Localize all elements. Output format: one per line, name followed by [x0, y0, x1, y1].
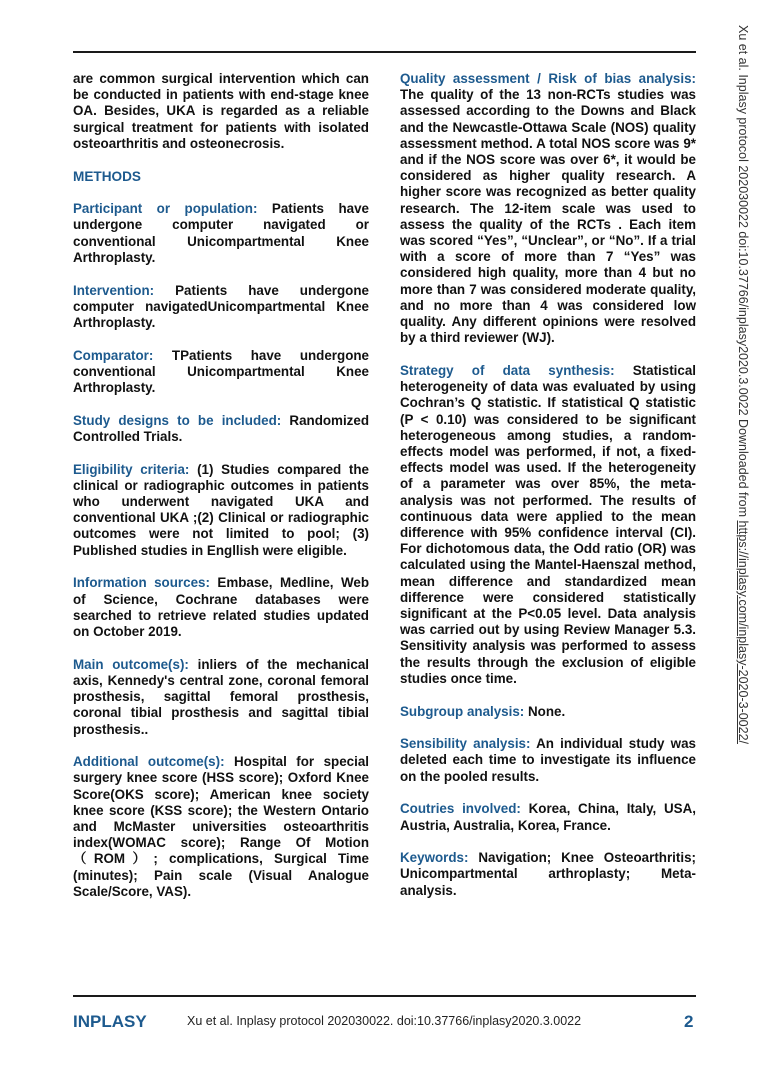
section-label: Study designs to be included: [73, 412, 282, 428]
section-text: Navigation; Knee Osteoarthritis; Unicompartmental arthroplasty; Meta-analysis. [400, 850, 696, 898]
section-text: An individual study was deleted each time to investigate its influence on the pooled results. [400, 736, 696, 784]
section-text: Statistical heterogeneity of data was evaluated by using Cochran’s Q statistic. If statistical Q statistic (P < 0.10) was considered to be significant heterogeneous among studies, a random-effects model was performed, if not, a fixed-effects model was used. If the heterogeneity of a parameter was over 85%, the meta-analysis was not performed. The results of continuous data were applied to the mean difference with 95% confidence interval (CI). For dichotomous data, the Odd ratio (OR) was calculated using the Mantel-Haenszal method, mean difference and standardized mean difference were considered statistically significant at the P<0.05 level. Data analysis was carried out by using Review Manager 5.3. Sensitivity analysis was performed to assess the results through the exclusion of eligible studies once time. [400, 362, 696, 686]
section-label: Eligibility criteria: [73, 461, 190, 477]
section-main-outcomes [73, 657, 369, 738]
section-comparator [73, 348, 369, 397]
section-data-synthesis [400, 363, 696, 687]
left-column [73, 71, 369, 917]
section-text: inliers of the mechanical axis, Kennedy's central zone, coronal femoral prosthesis, sagittal femoral prosthesis, coronal tibial prosthesis and sagittal tibial prosthesis.. [73, 656, 369, 737]
section-label: Subgroup analysis: [400, 703, 525, 719]
page-number: 2 [684, 1012, 694, 1031]
section-text: Korea, China, Italy, USA, Austria, Australia, Korea, France. [400, 801, 696, 833]
section-quality-assessment [400, 71, 696, 346]
methods-heading: METHODS [73, 168, 141, 184]
section-text: Patients have undergone computer navigated or conventional Unicompartmental Knee Arthroplasty. [73, 201, 369, 265]
section-text: (1) Studies compared the clinical or radiographic outcomes in patients who underwent navigated UKA and conventional UKA ;(2) Clinical or radiographic outcomes were not limited to pool; (3) Published studies in Engllish were eligible. [73, 461, 369, 558]
intro-paragraph: are common surgical intervention which can be conducted in patients with end-stage knee OA. Besides, UKA is regarded as a reliable surgical treatment for patients with isolated osteoarthritis and osteonecrosis. [73, 71, 369, 151]
section-text: None. [524, 703, 566, 719]
header-rule [73, 51, 696, 53]
section-eligibility [73, 462, 369, 559]
inplasy-download-link[interactable]: https://inplasy.com/inplasy-2020-3-0022/ [736, 520, 750, 744]
section-text: Patients have undergone computer navigatedUnicompartmental Knee Arthroplasty. [73, 282, 369, 330]
section-text: The quality of the 13 non-RCTs studies was assessed according to the Downs and Black and the Newcastle-Ottawa Scale (NOS) quality assessment method. A total NOS score was 9* and if the NOS score was over 6*, it would be considered as higher quality research. A higher score was recognized as better quality research. The 12-item scale was used to assess the quality of the RCTs . Each item was scored “Yes”, “Unclear”, or “No”. If a trial with a score of more than 7 “Yes” was considered high quality, more than 4 but no more than 7 was considered moderate quality, and no more than 4 was considered low quality. Any different opinions were resolved by a third reviewer (WJ). [400, 87, 696, 346]
right-column [400, 71, 696, 915]
section-label: Additional outcome(s): [73, 754, 225, 770]
section-additional-outcomes [73, 754, 369, 900]
section-label: Information sources: [73, 575, 210, 591]
section-label: Comparator: [73, 347, 154, 363]
section-label: Intervention: [73, 282, 155, 298]
section-label: Coutries involved: [400, 801, 521, 817]
section-intervention [73, 283, 369, 332]
section-label: Main outcome(s): [73, 656, 189, 672]
side-citation-note [736, 25, 750, 805]
section-label: Strategy of data synthesis: [400, 362, 615, 378]
footer-citation: Xu et al. Inplasy protocol 202030022. doi:10.37766/inplasy2020.3.0022 [187, 1014, 582, 1028]
section-label: Participant or population: [73, 201, 258, 217]
section-label: Keywords: [400, 850, 469, 866]
section-text: TPatients have undergone conventional Unicompartmental Knee Arthroplasty. [73, 347, 369, 396]
section-countries [400, 801, 696, 833]
section-keywords [400, 850, 696, 899]
section-text: Hospital for special surgery knee score (HSS score); Oxford Knee Score(OKS score); American knee society knee score (KSS score); the Western Ontario and McMaster universities osteoarthritis index(WOMAC score); Range Of Motion（ROM）; complications, Surgical Time (minutes); Pain scale (Visual Analogue Scale/Score, VAS). [73, 754, 369, 899]
section-label: Sensibility analysis: [400, 736, 531, 752]
footer-brand-logo: INPLASY [73, 1012, 147, 1031]
section-information-sources [73, 575, 369, 640]
section-sensibility-analysis [400, 736, 696, 785]
side-citation-text: Xu et al. Inplasy protocol 202030022 doi:10.37766/inplasy2020.3.0022 Downloaded from [736, 25, 750, 521]
section-text: Embase, Medline, Web of Science, Cochrane databases were searched to retrieve related studies updated on October 2019. [73, 575, 369, 639]
section-label: Quality assessment / Risk of bias analysis: [400, 71, 696, 86]
footer-rule [73, 995, 696, 997]
section-study-designs [73, 413, 369, 445]
section-subgroup-analysis [400, 704, 696, 720]
section-text: Randomized Controlled Trials. [73, 412, 370, 444]
section-participants [73, 201, 369, 266]
